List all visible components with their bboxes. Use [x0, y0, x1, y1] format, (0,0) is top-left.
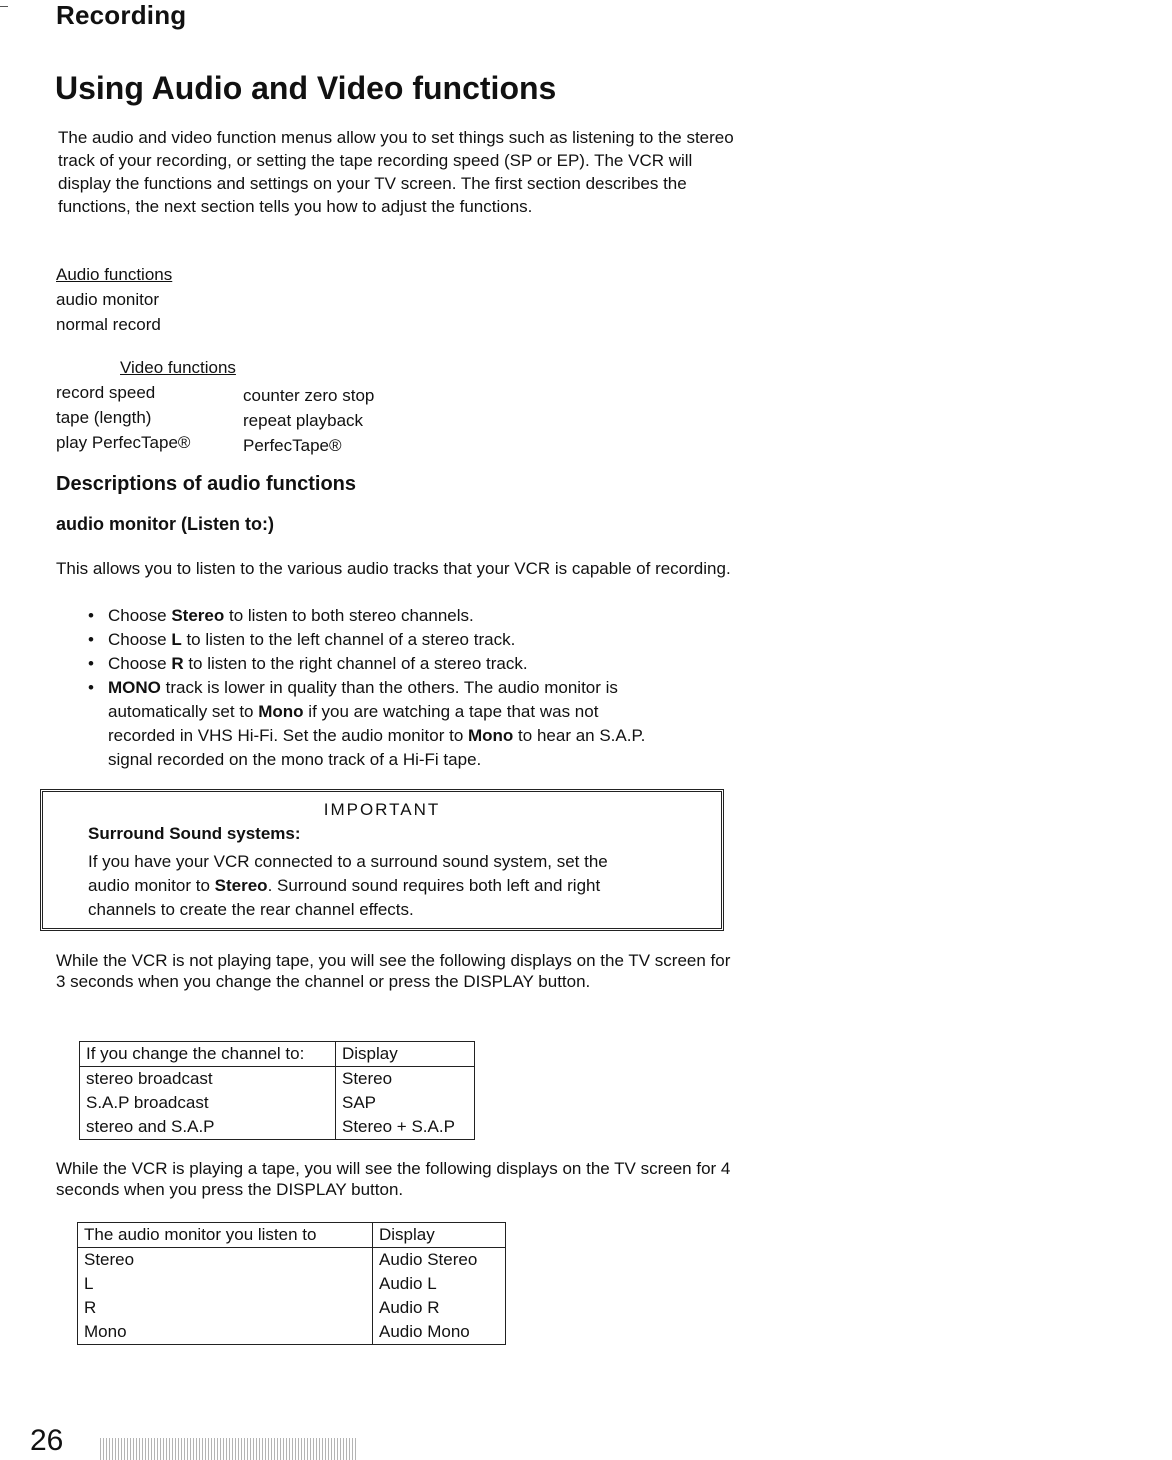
audio-monitor-intro: This allows you to listen to the various audio tracks that your VCR is capable of recording. [56, 559, 731, 578]
audio-monitor-display-table [77, 1222, 506, 1345]
playing-paragraph: While the VCR is playing a tape, you will see the following displays on the TV screen for 4 seconds when you press the DISPLAY button. [56, 1159, 731, 1199]
footer-halftone-bar [100, 1438, 358, 1460]
table-row [80, 1067, 475, 1092]
important-heading: Surround Sound systems: [88, 824, 301, 843]
table-cell: Audio R [373, 1296, 506, 1320]
table-header-cell: If you change the channel to: [80, 1042, 336, 1067]
video-function-item: repeat playback [243, 411, 364, 430]
descriptions-heading: Descriptions of audio functions [56, 473, 357, 495]
intro-paragraph: The audio and video function menus allow you to set things such as listening to the stereo track of your recording, or setting the tape recording speed (SP or EP). The VCR will display the functions and settings on your TV screen. The first section describes the functions, the next section tells you how to adjust the functions. [58, 128, 734, 216]
table-cell: Audio Stereo [373, 1248, 506, 1273]
table-cell: SAP [336, 1091, 475, 1115]
audio-monitor-options-list [88, 604, 728, 772]
table-cell: Stereo [336, 1067, 475, 1092]
table-row [78, 1320, 506, 1345]
list-item: • Choose R to listen to the right channel of a stereo track. [88, 652, 728, 676]
not-playing-paragraph: While the VCR is not playing tape, you will see the following displays on the TV screen for 3 seconds when you change the channel or press the DISPLAY button. [56, 951, 731, 991]
table-header-cell: Display [373, 1223, 506, 1248]
important-notice-box [40, 789, 724, 931]
important-title: IMPORTANT [323, 800, 441, 819]
video-function-item: counter zero stop [243, 386, 375, 405]
table-cell: Audio L [373, 1272, 506, 1296]
table-header-cell: The audio monitor you listen to [78, 1223, 373, 1248]
channel-display-table [79, 1041, 475, 1140]
list-item: • MONO track is lower in quality than the others. The audio monitor is automatically set to Mono if you are watching a tape that was not recorded in VHS Hi-Fi. Set the audio monitor to Mono to hear an S.A.P. signal recorded on the mono track of a Hi-Fi tape. [88, 676, 728, 772]
audio-monitor-heading: audio monitor (Listen to:) [56, 514, 274, 534]
table-header-row [80, 1042, 475, 1067]
table-cell: stereo broadcast [80, 1067, 336, 1092]
audio-function-item: audio monitor [56, 290, 160, 309]
video-function-item: PerfecTape® [243, 436, 342, 455]
table-row [78, 1248, 506, 1273]
table-cell: Mono [78, 1320, 373, 1345]
list-item: • Choose Stereo to listen to both stereo channels. [88, 604, 728, 628]
table-cell: S.A.P broadcast [80, 1091, 336, 1115]
page-number: 26 [30, 1424, 64, 1457]
table-cell: L [78, 1272, 373, 1296]
table-row [78, 1272, 506, 1296]
audio-functions-heading: Audio functions [56, 265, 173, 284]
list-item: • Choose L to listen to the left channel of a stereo track. [88, 628, 728, 652]
table-cell: stereo and S.A.P [80, 1115, 336, 1140]
table-cell: Stereo [78, 1248, 373, 1273]
table-row [80, 1091, 475, 1115]
video-function-item: tape (length) [56, 408, 152, 427]
margin-tick-mark [0, 6, 8, 7]
video-function-item: record speed [56, 383, 156, 402]
video-functions-heading: Video functions [120, 358, 236, 377]
table-cell: R [78, 1296, 373, 1320]
table-cell: Stereo + S.A.P [336, 1115, 475, 1140]
table-row [78, 1296, 506, 1320]
section-label: Recording [56, 0, 187, 30]
important-body: If you have your VCR connected to a surround sound system, set the audio monitor to Stereo. Surround sound requires both left and right channels to create the rear channel effects. [88, 852, 608, 919]
table-row [80, 1115, 475, 1140]
audio-function-item: normal record [56, 315, 161, 334]
table-cell: Audio Mono [373, 1320, 506, 1345]
table-header-row [78, 1223, 506, 1248]
video-function-item: play PerfecTape® [56, 433, 191, 452]
page-title: Using Audio and Video functions [55, 70, 557, 106]
table-header-cell: Display [336, 1042, 475, 1067]
